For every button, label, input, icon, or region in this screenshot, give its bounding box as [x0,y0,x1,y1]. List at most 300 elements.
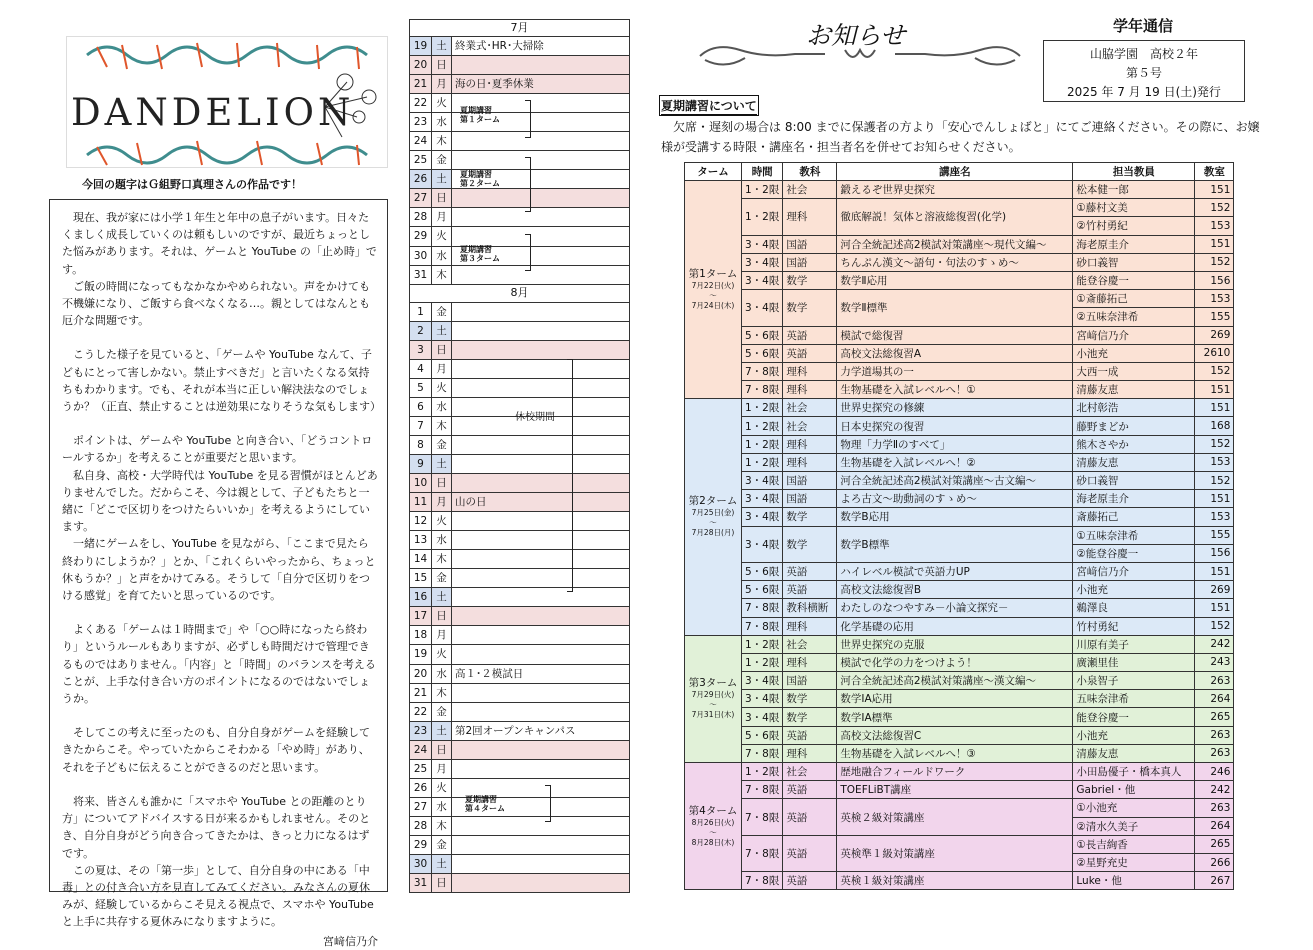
calendar-date: 31 [410,266,432,284]
calendar-event: 高１･２模試日 [455,667,524,680]
calendar-weekday: 金 [432,836,452,854]
calendar-date: 2 [410,322,432,340]
course-cell: 数学B応用 [837,508,1073,526]
table-row [685,344,1234,362]
time-cell: 3・4限 [742,526,783,562]
teacher-cell: 海老原圭介 [1073,490,1195,508]
calendar-date: 29 [410,836,432,854]
table-row [685,599,1234,617]
room-cell: 151 [1195,181,1234,199]
calendar-event [452,855,629,873]
time-cell: 7・8限 [742,781,783,799]
calendar-date: 22 [410,703,432,721]
header-cell: ターム [685,163,742,181]
table-row [685,435,1234,453]
header-cell: 教科 [783,163,837,181]
calendar-weekday: 土 [432,855,452,873]
table-row [685,253,1234,271]
essay-box [49,199,388,948]
calendar-weekday: 土 [432,722,452,740]
calendar-july-rows [409,37,630,285]
table-row [685,472,1234,490]
calendar-day-row [409,798,630,817]
calendar-event: 山の日 [455,496,487,509]
calendar-event [452,208,629,226]
room-cell: 263 [1195,744,1234,762]
calendar-weekday: 火 [432,94,452,112]
calendar-note-term4: 夏期講習 第４ターム [465,795,505,813]
table-row [685,763,1234,781]
table-row [685,290,1234,308]
dandelion-banner [66,36,388,168]
calendar-weekday: 水 [432,798,452,816]
table-row [685,235,1234,253]
time-cell: 1・2限 [742,435,783,453]
calendar-date: 16 [410,588,432,606]
time-cell: 1・2限 [742,453,783,471]
term-cell [685,763,742,890]
calendar-weekday: 金 [432,569,452,587]
teacher-cell: 小池充 [1073,726,1195,744]
calendar-day-row [409,151,630,170]
calendar-event [452,341,629,359]
subject-cell: 理科 [783,435,837,453]
subject-cell: 社会 [783,763,837,781]
calendar-event: 海の日･夏季休業 [455,78,534,91]
room-cell: 242 [1195,781,1234,799]
time-cell: 5・6限 [742,581,783,599]
calendar-event [452,626,629,644]
subject-cell: 数学 [783,708,837,726]
course-cell: 鍛えるぞ世界史探究 [837,181,1073,199]
term-cell [685,635,742,762]
calendar-event [452,322,629,340]
time-cell: 1・2限 [742,763,783,781]
course-cell: 河合全統記述高2模試対策講座～古文編～ [837,472,1073,490]
course-cell: ハイレベル模試で英語力UP [837,562,1073,580]
calendar-date: 27 [410,189,432,207]
calendar-date: 6 [410,398,432,416]
calendar-weekday: 木 [432,550,452,568]
calendar-month-august: 8月 [409,285,630,303]
calendar-day-row [409,665,630,684]
room-cell: 2610 [1195,344,1234,362]
time-cell: 3・4限 [742,708,783,726]
calendar-weekday: 木 [432,817,452,835]
subject-cell: 理科 [783,744,837,762]
room-cell: 153 [1195,217,1234,235]
calendar-day-row [409,874,630,893]
course-cell: 河合全統記述高2模試対策講座～漢文編～ [837,672,1073,690]
course-cell: 数学ⅠA標準 [837,708,1073,726]
calendar-note-term1: 夏期講習 第１ターム [460,106,500,124]
subject-cell: 数学 [783,271,837,289]
teacher-cell: ②竹村勇紀 [1073,217,1195,235]
calendar-date: 24 [410,132,432,150]
table-row [685,562,1234,580]
teacher-cell: 能登谷慶一 [1073,271,1195,289]
banner-caption: 今回の題字はＧ組野口真理さんの作品です！ [82,178,302,191]
header-cell: 教室 [1195,163,1234,181]
course-cell: ちんぷん漢文～語句・句法のすゝめ～ [837,253,1073,271]
subject-cell: 理科 [783,453,837,471]
calendar-day-row [409,474,630,493]
calendar-note-term2: 夏期講習 第２ターム [460,170,500,188]
calendar-date: 7 [410,417,432,435]
essay-paragraph: 将来、皆さんも誰かに「スマホや YouTube との距離のとり方」についてアドバイスする日が来るかもしれません。そのとき、自分自身がどう向き合ってきたかは、きっと力になるはずです。 [62,794,371,860]
room-cell: 168 [1195,417,1234,435]
calendar-day-row [409,208,630,227]
time-cell: 3・4限 [742,490,783,508]
calendar-event [452,56,629,74]
calendar-date: 13 [410,531,432,549]
term-dates: 8月26日(火)～ 8月28日(木) [691,817,735,847]
teacher-cell: 小池充 [1073,581,1195,599]
calendar-weekday: 土 [432,322,452,340]
time-cell: 3・4限 [742,672,783,690]
calendar-event [452,550,629,568]
calendar-event [452,874,629,892]
calendar-weekday: 日 [432,874,452,892]
calendar-date: 3 [410,341,432,359]
subject-cell: 社会 [783,181,837,199]
table-row [685,181,1234,199]
calendar-day-row [409,779,630,798]
room-cell: 243 [1195,653,1234,671]
course-cell: 高校文法総復習B [837,581,1073,599]
calendar-date: 8 [410,436,432,454]
teacher-cell: ①五味奈津希 [1073,526,1195,544]
teacher-cell: ①斎藤拓己 [1073,290,1195,308]
subject-cell: 理科 [783,381,837,399]
essay-paragraph: そしてこの考えに至ったのも、自分自身がゲームを経験してきたからこそ。やっていたからこそわかる「やめ時」があり、それを子どもに伝えることができるのだと思います。 [62,726,370,774]
calendar-date: 29 [410,227,432,245]
calendar-day-row [409,607,630,626]
time-cell: 1・2限 [742,181,783,199]
subject-cell: 社会 [783,635,837,653]
calendar-event: 終業式･HR･大掃除 [455,40,544,52]
calendar-event [452,836,629,854]
calendar-date: 27 [410,798,432,816]
room-cell: 246 [1195,763,1234,781]
calendar-august-rows [409,303,630,893]
calendar-date: 22 [410,94,432,112]
time-cell: 1・2限 [742,399,783,417]
table-row [685,635,1234,653]
room-cell: 152 [1195,199,1234,217]
teacher-cell: 廣瀬里佳 [1073,653,1195,671]
calendar-weekday: 日 [432,607,452,625]
calendar-month-july: 7月 [409,19,630,37]
calendar-event [452,645,629,663]
calendar-day-row [409,626,630,645]
subject-cell: 国語 [783,472,837,490]
table-row [685,672,1234,690]
teacher-cell: ②星野充史 [1073,853,1195,871]
calendar-event [452,303,629,321]
essay-paragraph: 現在、我が家には小学１年生と年中の息子がいます。日々たくましく成長していくのは頼もしいのですが、最近ちょっとした悩みがあります。それは、ゲームと YouTube の「止め時」です。 [62,211,377,276]
time-cell: 7・8限 [742,799,783,835]
teacher-cell: 斎藤拓己 [1073,508,1195,526]
course-cell: 生物基礎を入試レベルへ！① [837,381,1073,399]
table-row [685,453,1234,471]
room-cell: 265 [1195,835,1234,853]
subject-cell: 英語 [783,344,837,362]
room-cell: 242 [1195,635,1234,653]
room-cell: 153 [1195,290,1234,308]
course-cell: 世界史探究の克服 [837,635,1073,653]
term-cell [685,181,742,399]
teacher-cell: 鵜澤良 [1073,599,1195,617]
course-cell: 高校文法総復習C [837,726,1073,744]
term-cell [685,399,742,635]
header-cell: 担当教員 [1073,163,1195,181]
term-dates: 7月25日(金)～ 7月28日(月) [691,508,735,538]
calendar-date: 19 [410,645,432,663]
calendar-day-row [409,170,630,189]
course-cell: 数学ⅠA応用 [837,690,1073,708]
bracket [525,100,531,138]
calendar-date: 30 [410,855,432,873]
table-row [685,726,1234,744]
time-cell: 3・4限 [742,271,783,289]
calendar-event [452,569,629,587]
course-cell: 徹底解説！気体と溶液総復習(化学) [837,199,1073,235]
room-cell: 155 [1195,308,1234,326]
time-cell: 3・4限 [742,472,783,490]
header-cell: 時間 [742,163,783,181]
teacher-cell: ①藤村文美 [1073,199,1195,217]
section-title: 夏期講習について [661,97,757,116]
course-cell: 河合全統記述高2模試対策講座～現代文編～ [837,235,1073,253]
ornament-icon [695,42,1025,72]
room-cell: 152 [1195,253,1234,271]
time-cell: 7・8限 [742,835,783,871]
bracket [545,785,551,822]
teacher-cell: 小泉智子 [1073,672,1195,690]
teacher-cell: 大西一成 [1073,362,1195,380]
calendar-event: 第2回オープンキャンパス [455,724,576,737]
calendar-event [452,703,629,721]
table-row [685,835,1234,853]
course-cell: 力学道場其の一 [837,362,1073,380]
time-cell: 1・2限 [742,417,783,435]
calendar-date: 26 [410,170,432,188]
course-cell: 歴地融合フィールドワーク [837,763,1073,781]
course-cell: 数学Ⅱ応用 [837,271,1073,289]
calendar-day-row [409,247,630,266]
subject-cell: 英語 [783,781,837,799]
calendar-day-row [409,132,630,151]
calendar-date: 14 [410,550,432,568]
table-row [685,508,1234,526]
issue-info-box [1043,40,1245,102]
table-row [685,362,1234,380]
calendar-date: 1 [410,303,432,321]
teacher-cell: 小田島優子・橋本真人 [1073,763,1195,781]
calendar-date: 23 [410,722,432,740]
teacher-cell: 五味奈津希 [1073,690,1195,708]
course-cell: 英検１級対策講座 [837,872,1073,890]
calendar-event [452,512,629,530]
calendar-date: 23 [410,113,432,131]
table-row [685,417,1234,435]
calendar-day-row [409,512,630,531]
essay-paragraph: この夏は、その「第一歩」として、自分自身の中にある「中毒」との付き合い方を見直してみてください。みなさんの夏休みが、経験しているからこそ見える視点で、スマホや YouTube と上手に共存する夏休みになりますように。 [62,863,374,929]
teacher-cell: 清藤友恵 [1073,381,1195,399]
room-cell: 264 [1195,690,1234,708]
calendar-date: 11 [410,493,432,511]
calendar-date: 26 [410,779,432,797]
subject-cell: 英語 [783,799,837,835]
calendar-event [452,817,629,835]
teacher-cell: ②能登谷慶一 [1073,544,1195,562]
room-cell: 269 [1195,581,1234,599]
table-header-row [685,163,1234,181]
teacher-cell: 熊木さやか [1073,435,1195,453]
calendar-day-row [409,322,630,341]
room-cell: 267 [1195,872,1234,890]
room-cell: 264 [1195,817,1234,835]
calendar-weekday: 土 [432,37,452,55]
subject-cell: 理科 [783,653,837,671]
calendar-weekday: 土 [432,455,452,473]
subject-cell: 数学 [783,526,837,562]
table-body [685,181,1234,890]
essay-paragraph: 私自身、高校・大学時代は YouTube を見る習慣がほとんどありませんでした。だからこそ、今は親として、子どもたちと一緒に「どこで区切りをつけたらいいか」を考えるようにしています。 [62,468,378,534]
calendar-day-row [409,722,630,741]
calendar-event [452,379,629,397]
teacher-cell: 砂口義智 [1073,472,1195,490]
table-row [685,690,1234,708]
calendar-date: 4 [410,360,432,378]
calendar-weekday: 月 [432,493,452,511]
time-cell: 7・8限 [742,744,783,762]
bracket [525,157,531,212]
calendar-weekday: 水 [432,665,452,683]
calendar-date: 19 [410,37,432,55]
room-cell: 151 [1195,490,1234,508]
time-cell: 1・2限 [742,653,783,671]
table-row [685,199,1234,217]
essay-signature: 宮﨑信乃介 [323,934,378,948]
calendar-date: 24 [410,741,432,759]
calendar-weekday: 月 [432,360,452,378]
time-cell: 3・4限 [742,508,783,526]
course-cell: わたしのなつやすみ－小論文探究－ [837,599,1073,617]
calendar-date: 10 [410,474,432,492]
calendar-weekday: 木 [432,417,452,435]
teacher-cell: Luke・他 [1073,872,1195,890]
essay-paragraph: 一緒にゲームをし、YouTube を見ながら、「ここまで見たら終わりにしようか？」とか、「これくらいやったから、ちょっと休もうか？」と声をかけてみる。そうして「自分で区切りをつける感覚」を育てたいと思っているのです。 [62,537,376,603]
table-row [685,271,1234,289]
calendar-event [452,360,629,378]
teacher-cell: 海老原圭介 [1073,235,1195,253]
calendar-event [452,455,629,473]
calendar-day-row [409,455,630,474]
teacher-cell: ②清水久美子 [1073,817,1195,835]
room-cell: 269 [1195,326,1234,344]
teacher-cell: 砂口義智 [1073,253,1195,271]
calendar-weekday: 金 [432,303,452,321]
calendar-day-row [409,741,630,760]
calendar-weekday: 月 [432,626,452,644]
table-row [685,872,1234,890]
subject-cell: 国語 [783,672,837,690]
teacher-cell: Gabriel・他 [1073,781,1195,799]
calendar-date: 20 [410,665,432,683]
room-cell: 151 [1195,381,1234,399]
course-cell: 生物基礎を入試レベルへ！③ [837,744,1073,762]
room-cell: 151 [1195,399,1234,417]
course-cell: 化学基礎の応用 [837,617,1073,635]
calendar-day-row [409,531,630,550]
room-cell: 155 [1195,526,1234,544]
course-cell: TOEFLiBT講座 [837,781,1073,799]
term-name: 第2ターム [688,495,738,508]
calendar-weekday: 火 [432,512,452,530]
calendar-date: 18 [410,626,432,644]
room-cell: 265 [1195,708,1234,726]
calendar-day-row [409,588,630,607]
calendar-weekday: 火 [432,379,452,397]
subject-cell: 理科 [783,362,837,380]
calendar-weekday: 日 [432,741,452,759]
calendar-day-row [409,189,630,208]
room-cell: 153 [1195,508,1234,526]
issue-number: 第５号 [1125,66,1162,80]
calendar-event [452,684,629,702]
room-cell: 263 [1195,799,1234,817]
calendar-event [452,741,629,759]
calendar-event [452,436,629,454]
school-name: 山脇学園 高校２年 [1089,47,1198,61]
oshirase-title: お知らせ [806,21,906,50]
room-cell: 266 [1195,853,1234,871]
calendar-event [452,588,629,606]
calendar-date: 9 [410,455,432,473]
course-cell: 英検２級対策講座 [837,799,1073,835]
table-row [685,581,1234,599]
calendar-weekday: 火 [432,645,452,663]
calendar-event [452,266,629,284]
course-cell: よろ古文～助動詞のすゝめ～ [837,490,1073,508]
calendar-day-row [409,94,630,113]
calendar-weekday: 水 [432,113,452,131]
essay-paragraph: ご飯の時間になってもなかなかやめられない。声をかけても不機嫌になり、ご飯すら食べなくなる…。親としてはなんとも厄介な問題です。 [62,279,370,328]
calendar-date: 17 [410,607,432,625]
calendar-day-row [409,379,630,398]
room-cell: 152 [1195,362,1234,380]
newsletter-title: 学年通信 [1113,17,1174,35]
banner-title: DANDELION [71,91,355,134]
room-cell: 156 [1195,271,1234,289]
calendar-weekday: 木 [432,684,452,702]
calendar-day-row [409,550,630,569]
calendar-date: 20 [410,56,432,74]
calendar-weekday: 木 [432,132,452,150]
calendar-day-row [409,855,630,874]
calendar-day-row [409,817,630,836]
subject-cell: 英語 [783,562,837,580]
table-row [685,744,1234,762]
table-row [685,653,1234,671]
time-cell: 5・6限 [742,562,783,580]
calendar-event [452,189,629,207]
table-row [685,490,1234,508]
room-cell: 151 [1195,235,1234,253]
calendar-date: 28 [410,208,432,226]
